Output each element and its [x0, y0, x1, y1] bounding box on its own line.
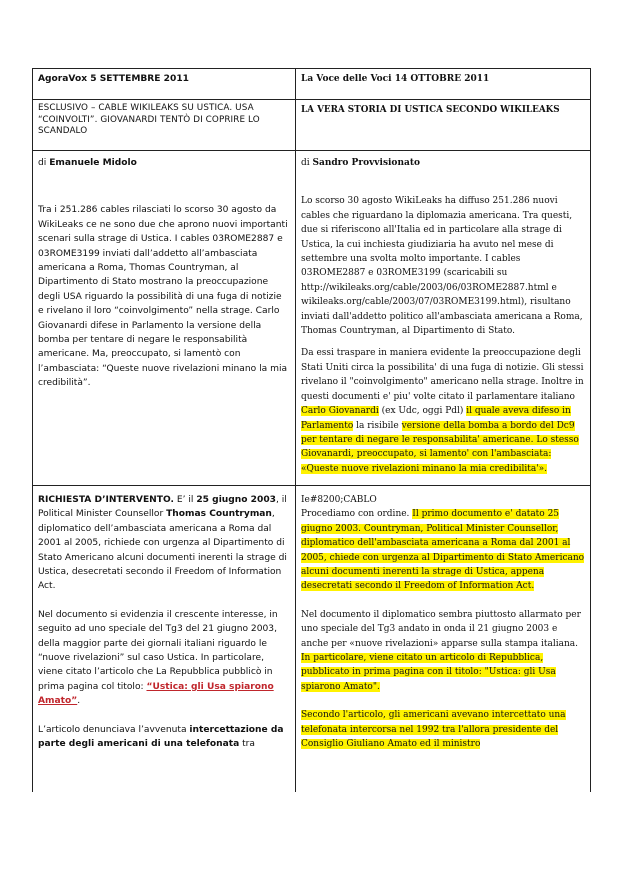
bold-name: Thomas Countryman	[166, 509, 272, 520]
left-paragraph-3	[38, 608, 290, 709]
right-paragraph-4	[301, 608, 585, 694]
byline-left	[38, 156, 290, 170]
text-span: , il Political Minister Counsellor	[38, 495, 287, 520]
left-body-1	[33, 151, 296, 486]
text-span: Procediamo con ordine.	[301, 509, 413, 520]
text-span: Da essi traspare in maniera evidente la preoccupazione degli Stati Uniti circa la possibilita' di una fuga di notizie. Gli stessi rivelano il "coinvolgimento" americano nella strage. Inoltre in questi documenti e' piu' volte citato il parlamentare italiano	[301, 348, 584, 402]
right-paragraph-2	[301, 346, 585, 476]
byline-prefix: di	[301, 158, 313, 168]
right-paragraph-1: Lo scorso 30 agosto WikiLeaks ha diffuso 251.286 nuovi cables che riguardano la diplomazia americana. Tra questi, due si riferiscono all'Italia ed in particolare alla strage di Ustica, la cui inchiesta giudiziaria ha avuto nel mese di settembre una svolta molto importante. I cables 03ROME2887 e 03ROME3199 (scaricabili su http://wikileaks.org/cable/2003/06/03ROME2887.html e wikileaks.org/cable/2003/07/03ROME3199.html), risultano inviati dall'addetto politico all'ambasciata americana a Roma, Thomas Countryman, al Dipartimento di Stato.	[301, 196, 583, 337]
text-span: tra	[239, 739, 255, 750]
bold-phrase: intercettazione da parte degli americani di una telefonata	[38, 724, 284, 750]
right-body-1	[296, 151, 591, 486]
left-paragraph-4	[38, 723, 290, 752]
title-row	[33, 100, 591, 151]
byline-prefix: di	[38, 158, 50, 168]
author-left: Emanuele Midolo	[49, 158, 137, 168]
bold-date: 25 giugno 2003	[196, 495, 276, 505]
header-right: La Voce delle Voci 14 OTTOBRE 2011	[296, 69, 591, 100]
left-paragraph-1: Tra i 251.286 cables rilasciati lo scorso 30 agosto da WikiLeaks ce ne sono due che aprono nuovi importanti scenari sulla strage di Ustica. I cables 03ROME2887 e 03ROME3199 inviati dall’addetto all’ambasciata americana a Roma, Thomas Countryman, al Dipartimento di Stato mostrano la preoccupazione degli USA riguardo la possibilità di una fuga di notizie e rivelano il loro “coinvolgimento” nella strage. Carlo Giovanardi difese in Parlamento la versione della bomba per tentare di negare le responsabilità americane. Ma, preoccupato, si lamentò con l’ambasciata: “Queste nuove rivelazioni minano la mia credibilità”.	[38, 205, 288, 389]
text-span: Nel documento si evidenzia il crescente interesse, in seguito ad uno speciale del Tg3 del 21 giugno 2003, della maggior parte dei giornali italiani riguardo le “nuove rivelazioni” sul caso Ustica. In particolare, viene citato l’articolo che La Repubblica pubblicò in prima pagina col titolo:	[38, 609, 278, 692]
body-row-1	[33, 151, 591, 486]
highlighted-text: versione della bomba a bordo del Dc9 per tentare di negare le responsabilita' americane. Lo stesso Giovanardi, preoccupato, si lamento' con l'ambasciata: «Queste nuove rivelazioni minano la mia credibilita'».	[301, 420, 579, 474]
text-span: E’ il	[173, 495, 197, 505]
text-span: , diplomatico dell’ambasciata americana a Roma dal 2001 al 2005, richiede con urgenza al Dipartimento di Stato Americano alcuni documenti inerenti la strage di Ustica, desecretati secondo il Freedom of Information Act.	[38, 509, 287, 592]
article-link[interactable]: “Ustica: gli Usa spiarono Amato”	[38, 681, 274, 707]
highlighted-text: Secondo l'articolo, gli americani avevano intercettato una telefonata intercorsa nel 1992 tra l'allora presidente del Consiglio Giuliano Amato ed il ministro	[301, 710, 566, 750]
highlighted-text: il quale aveva difeso in Parlamento	[301, 406, 571, 431]
header-left: AgoraVox 5 SETTEMBRE 2011	[33, 69, 296, 100]
highlighted-text: Carlo Giovanardi	[301, 406, 379, 417]
text-span: Nel documento il diplomatico sembra piuttosto allarmato per uno speciale del Tg3 andato in onda il 21 giugno 2003 e anche per «nuove rivelazioni» apparse sulla stampa italiana.	[301, 609, 581, 649]
title-right: LA VERA STORIA DI USTICA SECONDO WIKILEAKS	[296, 100, 591, 151]
left-body-2	[33, 486, 296, 793]
cable-code: Ie#8200;CABLO	[301, 495, 377, 505]
text-span: (ex Udc, oggi Pdl)	[378, 406, 467, 417]
byline-right	[301, 156, 585, 170]
title-left: ESCLUSIVO – CABLE WIKILEAKS SU USTICA. USA “COINVOLTI”. GIOVANARDI TENTÒ DI COPRIRE LO SCANDALO	[33, 100, 296, 151]
body-row-2	[33, 486, 591, 793]
right-paragraph-3	[301, 507, 585, 593]
header-row	[33, 69, 591, 100]
right-body-2	[296, 486, 591, 793]
author-right: Sandro Provvisionato	[312, 158, 420, 168]
section-lead: RICHIESTA D’INTERVENTO.	[38, 495, 174, 505]
text-span: .	[77, 696, 81, 707]
comparison-table	[32, 68, 591, 792]
highlighted-text: In particolare, viene citato un articolo di Repubblica, pubblicato in prima pagina con il titolo: "Ustica: gli Usa spiarono Amato".	[301, 653, 556, 692]
highlighted-text: Il primo documento e' datato 25 giugno 2003. Countryman, Political Minister Counsellor, diplomatico dell'ambasciata americana a Roma dal 2001 al 2005, chiede con urgenza al Dipartimento di Stato Americano alcuni documenti inerenti la strage di Ustica, appena desecretati secondo il Freedom of Information Act.	[301, 509, 585, 592]
text-span: la risibile	[353, 420, 402, 431]
left-paragraph-2	[38, 493, 290, 594]
text-span: L’articolo denunciava l’avvenuta	[38, 724, 190, 735]
right-paragraph-5	[301, 708, 585, 751]
